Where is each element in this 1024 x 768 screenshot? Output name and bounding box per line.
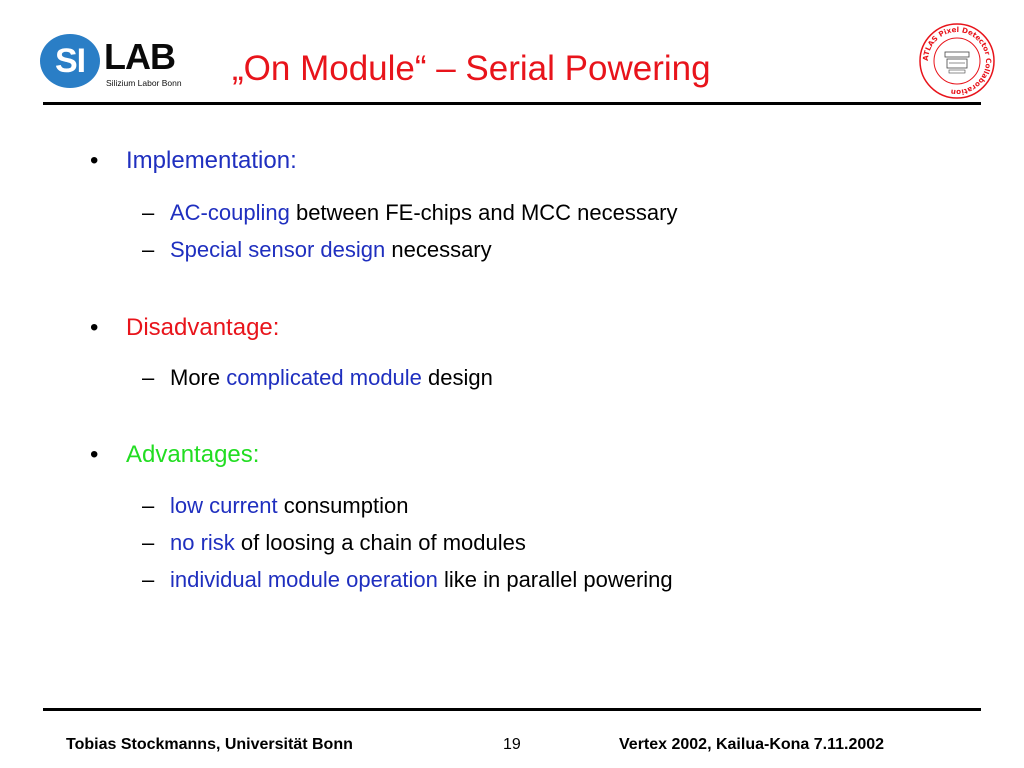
bullet-implementation [90, 147, 297, 175]
disadvantage-item-1-highlight: complicated module [226, 365, 422, 390]
page-number: 19 [503, 736, 521, 753]
disadvantage-item-1-lead: More [170, 365, 227, 390]
logo-badge-text: SI [54, 42, 86, 80]
bullet-dot: • [90, 147, 99, 174]
dash: – [142, 365, 155, 390]
disadvantage-item-1-text: design [421, 365, 493, 390]
advantages-item-1 [142, 493, 408, 519]
implementation-item-2-text: necessary [385, 237, 492, 262]
svg-text:ATLAS Pixel Detector Collabora [921, 25, 993, 97]
advantages-item-3-highlight: individual module operation [170, 567, 438, 592]
dash: – [142, 493, 155, 518]
implementation-item-1 [142, 200, 677, 226]
implementation-item-2 [142, 237, 492, 263]
dash: – [142, 200, 155, 225]
bullet-disadvantage [90, 314, 279, 342]
advantages-item-1-text: consumption [277, 493, 409, 518]
disadvantage-item-1 [142, 365, 493, 391]
advantages-item-2 [142, 530, 526, 556]
silab-logo [40, 34, 200, 90]
advantages-item-3-text: like in parallel powering [437, 567, 673, 592]
dash: – [142, 567, 155, 592]
footer-event: Vertex 2002, Kailua-Kona 7.11.2002 [619, 736, 885, 753]
seal-text: ATLAS Pixel Detector Collaboration [920, 24, 994, 98]
advantages-item-2-text: of loosing a chain of modules [234, 530, 526, 555]
atlas-pixel-seal-icon [918, 22, 996, 100]
dash: – [142, 237, 155, 262]
implementation-item-2-highlight: Special sensor design [170, 237, 386, 262]
bullet-dot: • [90, 314, 99, 341]
implementation-item-1-text: between FE-chips and MCC necessary [289, 200, 678, 225]
slide-title: „On Module“ – Serial Powering [232, 49, 711, 88]
logo-subtitle: Silizium Labor Bonn [106, 78, 182, 88]
advantages-item-3 [142, 567, 673, 593]
advantages-item-2-highlight: no risk [170, 530, 235, 555]
footer-author: Tobias Stockmanns, Universität Bonn [66, 736, 353, 753]
logo-name: LAB [104, 36, 175, 77]
implementation-heading: Implementation: [126, 147, 297, 174]
disadvantage-heading: Disadvantage: [126, 314, 280, 341]
advantages-heading: Advantages: [126, 441, 260, 468]
bullet-advantages [90, 441, 259, 469]
header-divider [43, 102, 981, 105]
footer-divider [43, 708, 981, 711]
bullet-dot: • [90, 441, 99, 468]
implementation-item-1-highlight: AC-coupling [170, 200, 290, 225]
dash: – [142, 530, 155, 555]
advantages-item-1-highlight: low current [170, 493, 278, 518]
